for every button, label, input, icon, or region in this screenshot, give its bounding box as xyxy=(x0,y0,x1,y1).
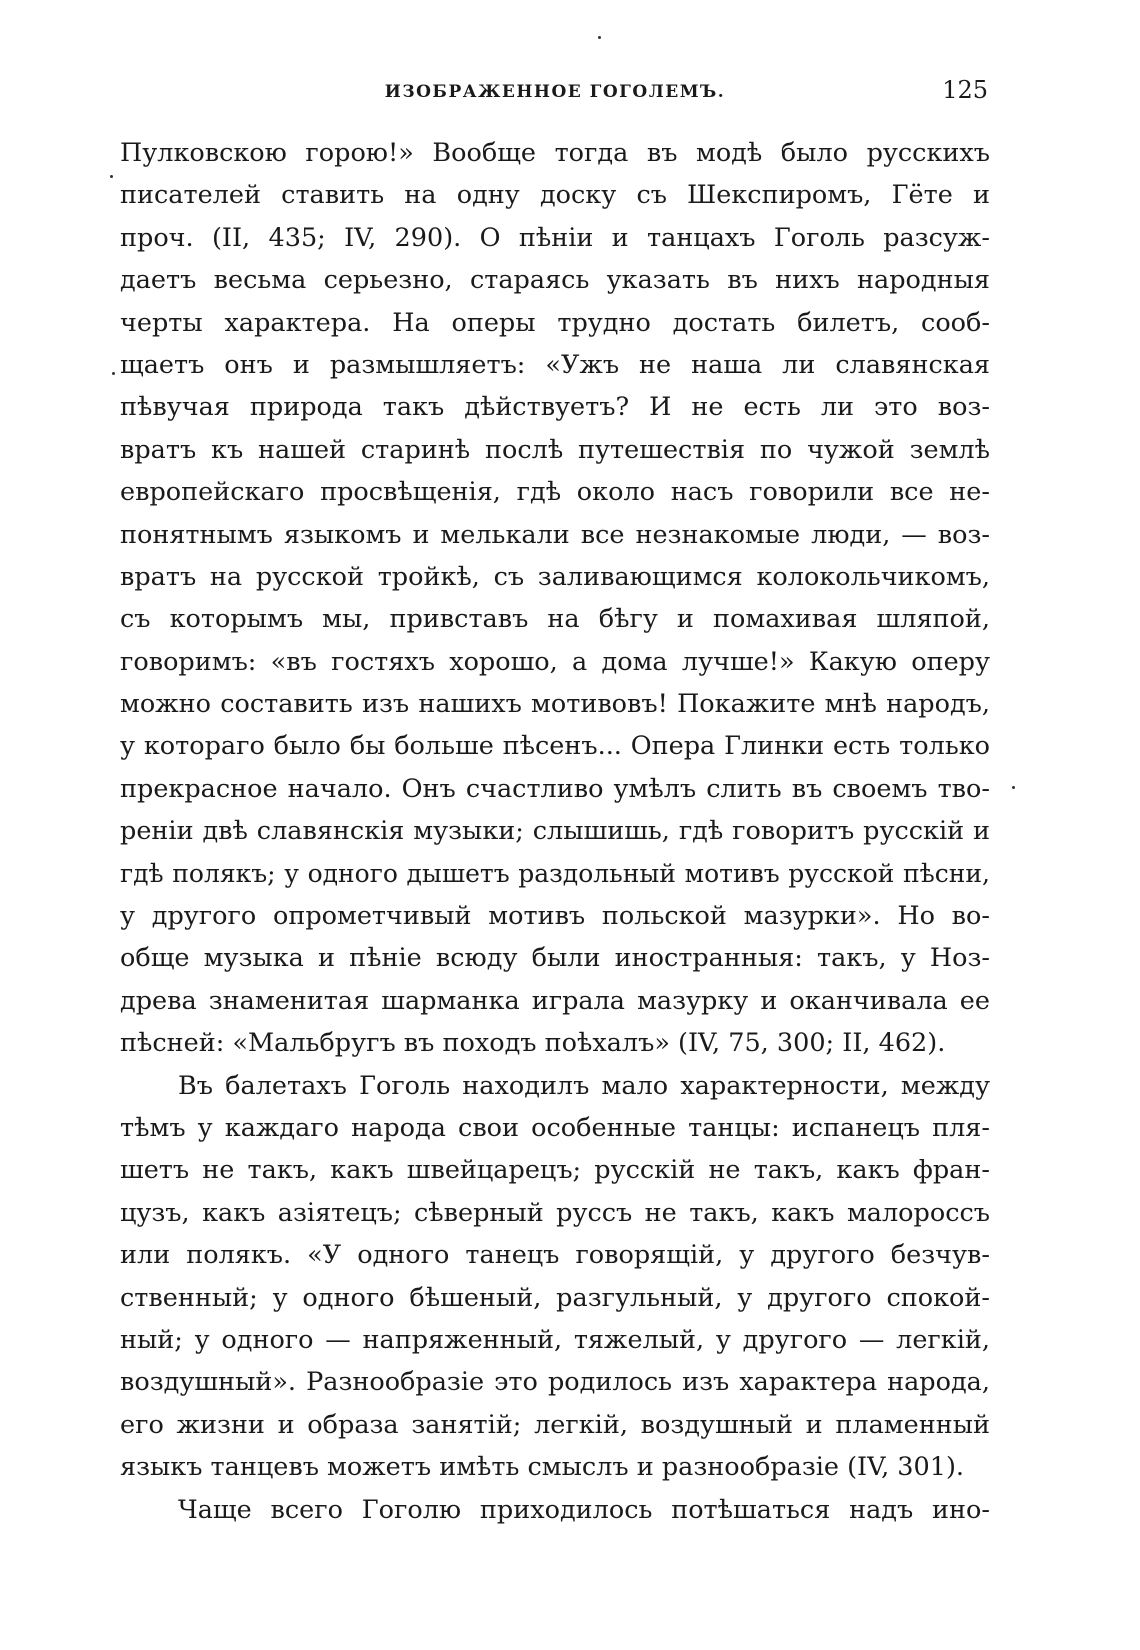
text-line: цузъ, какъ азіятецъ; сѣверный руссъ не такъ, какъ малороссъ xyxy=(120,1197,990,1228)
text-line: европейскаго просвѣщенія, гдѣ около насъ говорили все не- xyxy=(120,477,990,508)
text-line: можно составить изъ нашихъ мотивовъ! Покажите мнѣ народъ, xyxy=(120,689,990,720)
scan-speck xyxy=(110,175,113,178)
text-line: Пулковскою горою!» Вообще тогда въ модѣ было русскихъ xyxy=(120,138,990,168)
text-line: его жизни и образа занятій; легкій, воздушный и пламенный xyxy=(120,1409,990,1440)
text-line: пѣсней: «Мальбругъ въ походъ поѣхалъ» (IV, 75, 300; II, 462). xyxy=(120,1028,946,1059)
text-line: у котораго было бы больше пѣсенъ... Опера Глинки есть только xyxy=(120,731,990,762)
scan-speck xyxy=(1012,786,1015,789)
text-line: воздушный». Разнообразіе это родилось изъ характера народа, xyxy=(120,1367,990,1398)
text-line: понятнымъ языкомъ и мелькали все незнакомые люди, — воз- xyxy=(120,519,990,550)
text-line: Чаще всего Гоголю приходилось потѣшаться надъ ино- xyxy=(178,1494,990,1525)
text-line: вратъ къ нашей старинѣ послѣ путешествія по чужой землѣ xyxy=(120,434,990,465)
text-line: вратъ на русской тройкѣ, съ заливающимся колокольчикомъ, xyxy=(120,561,990,592)
text-line: съ которымъ мы, привставъ на бѣгу и помахивая шляпой, xyxy=(120,604,990,635)
text-line: у другого опрометчивый мотивъ польской мазурки». Но во- xyxy=(120,901,990,932)
scan-speck xyxy=(598,36,601,39)
text-line: проч. (II, 435; IV, 290). О пѣніи и танцахъ Гоголь разсуж- xyxy=(120,222,990,253)
text-line: говоримъ: «въ гостяхъ хорошо, а дома лучше!» Какую оперу xyxy=(120,646,990,677)
text-line: или полякъ. «У одного танецъ говорящій, у другого безчув- xyxy=(120,1240,990,1271)
text-line: тѣмъ у каждаго народа свои особенные танцы: испанецъ пля- xyxy=(120,1112,990,1143)
text-line: ный; у одного — напряженный, тяжелый, у другого — легкій, xyxy=(120,1324,990,1355)
text-line: щаетъ онъ и размышляетъ: «Ужъ не наша ли славянская xyxy=(120,349,990,380)
text-line: гдѣ полякъ; у одного дышетъ раздольный мотивъ русской пѣсни, xyxy=(120,858,990,888)
text-line: древа знаменитая шарманка играла мазурку и оканчивала ее xyxy=(120,985,990,1016)
text-line: языкъ танцевъ можетъ имѣть смыслъ и разнообразіе (IV, 301). xyxy=(120,1452,965,1483)
scan-speck xyxy=(112,372,115,375)
body-text xyxy=(120,132,990,1531)
text-line: прекрасное начало. Онъ счастливо умѣлъ слить въ своемъ тво- xyxy=(120,773,990,804)
text-line: черты характера. На оперы трудно достать билетъ, сооб- xyxy=(120,307,990,338)
text-line: даетъ весьма серьезно, стараясь указать въ нихъ народныя xyxy=(120,265,990,296)
text-line: шетъ не такъ, какъ швейцарецъ; русскій не такъ, какъ фран- xyxy=(120,1155,990,1186)
text-line: ственный; у одного бѣшеный, разгульный, у другого спокой- xyxy=(120,1282,990,1313)
paragraph-1 xyxy=(120,132,990,1065)
paragraph-3 xyxy=(120,1489,990,1531)
text-line: писателей ставить на одну доску съ Шекспиромъ, Гёте и xyxy=(120,180,990,211)
text-line: пѣвучая природа такъ дѣйствуетъ? И не есть ли это воз- xyxy=(120,392,990,423)
text-line: реніи двѣ славянскія музыки; слышишь, гдѣ говоритъ русскій и xyxy=(120,816,990,847)
running-title: ИЗОБРАЖЕННОЕ ГОГОЛЕМЪ. xyxy=(384,82,726,102)
running-head xyxy=(120,76,990,110)
text-line: Въ балетахъ Гоголь находилъ мало характерности, между xyxy=(178,1070,990,1101)
paragraph-2 xyxy=(120,1065,990,1489)
page-number: 125 xyxy=(942,76,988,104)
text-line: обще музыка и пѣніе всюду были иностранныя: такъ, у Ноз- xyxy=(120,943,990,974)
